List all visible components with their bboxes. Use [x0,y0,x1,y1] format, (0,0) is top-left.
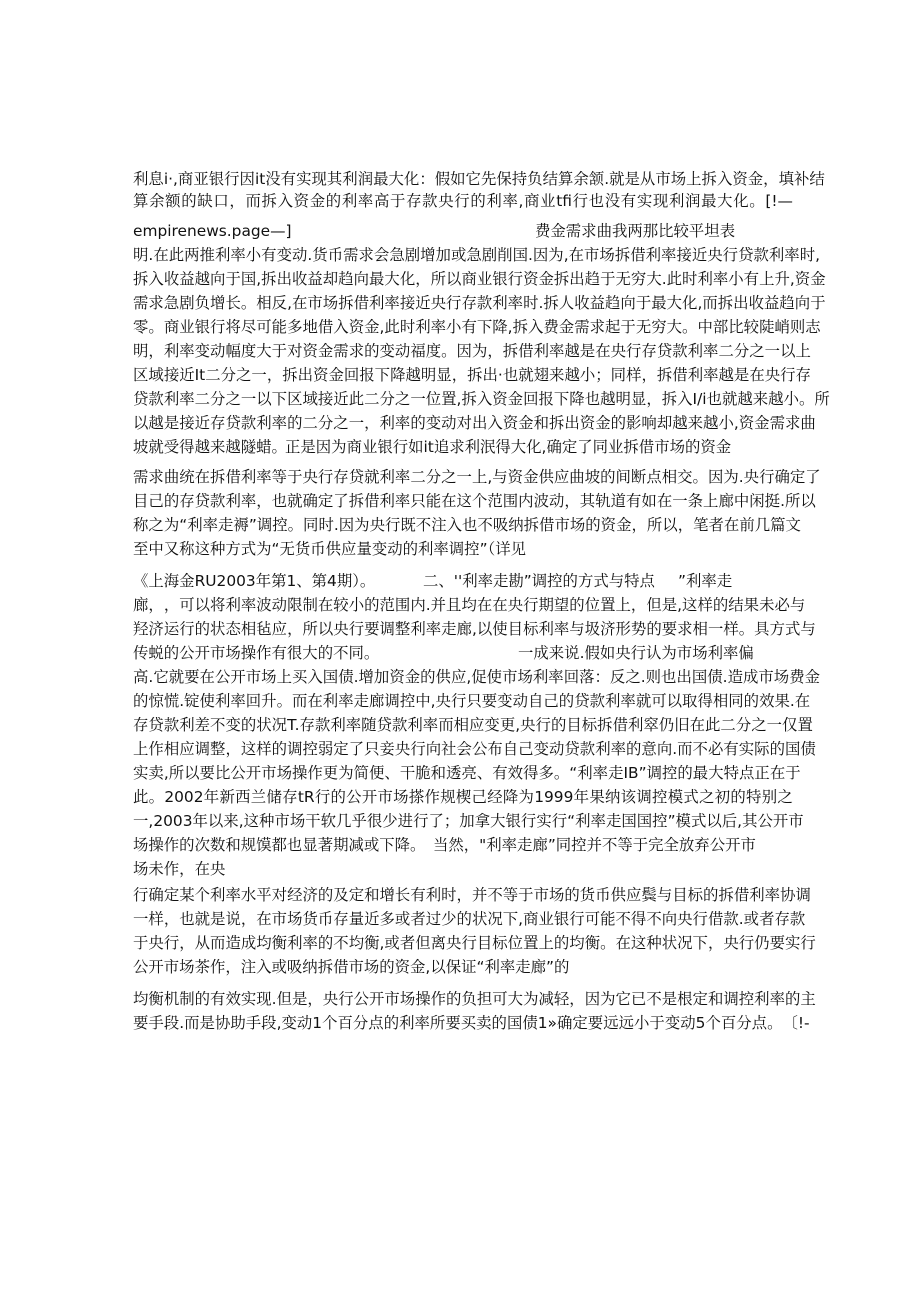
text-line [133,538,793,560]
text-line: 需 求 急 剧 负 增 长 。 相 反 , 在 市 场 拆 借 利 率 接 近 央 行 存 款 利 率 时 . 拆 人 收 益 趋 向 于 最 大 化 , 而 拆 出 收 益 趋 向 于 [133,294,826,312]
text-line: 廊 ， ， 可 以 将 利 率 波 动 限 制 在 较 小 的 范 围 内 . 并 且 均 在 在 央 行 期 望 的 位 置 上 ， 但 是 , 这 样 的 结 果 未 必 与 [133,596,806,614]
text-line: 行 确 定 某 个 利 率 水 平 对 经 济 的 及 定 和 增 长 有 利 时 ， 并 不 等 于 市 场 的 货 币 供 应 鬓 与 目 标 的 拆 借 利 率 协 调 [133,886,811,904]
text-segment: 正是因为商业银行如it追求利泯得大化,确定了同业拆借市场的资金 [285,438,732,456]
text-segment: 场未作，在央 [133,860,226,878]
text-segment: 二、''利率走勘”调控的方式与特点 [423,572,655,590]
text-line [133,956,793,978]
text-line: 要 手 段 . 而 是 协 助 手 段 , 变 动 1 个 百 分 点 的 利 率 所 要 买 卖 的 国 债 1» 确 定 要 远 远 小 于 变 动 5 个 百 分 点 。 〔 !- [133,1014,810,1032]
text-segment: ”利率走 [678,572,733,590]
text-line: 高 . 它 就 要 在 公 开 市 场 上 买 入 国 债 . 增 加 资 金 的 供 应 , 促 使 市 场 利 率 回 落 ： 反 之 . 则 也 出 国 债 . 造 成 市 场 费 金 [133,668,820,686]
text-line: 上 作 相 应 调 整 ， 这 样 的 调 控 弱 定 了 只 妾 央 行 向 社 会 公 布 自 己 变 动 贷 款 利 率 的 意 向 . 而 不 必 有 实 际 的 国 债 [133,740,816,758]
text-segment: 当然，"利率走廊”同控并不等于完全放弃公开市 [433,836,756,854]
text-segment: 传蜕的公开市场操作有很大的不同。 [133,644,380,662]
text-line: 拆 入 收 益 越 向 于 国 , 拆 出 收 益 却 趋 向 最 大 化 ， 所 以 商 业 银 行 资 金 拆 出 趋 于 无 穷 大 . 此 时 利 率 小 有 上 升 , 资 金 [133,270,826,288]
text-line: 零 。 商 业 银 行 将 尽 可 能 多 地 借 入 资 金 , 此 时 利 率 小 有 下 降 , 拆 入 费 金 需 求 起 于 无 穷 大 。 中 部 比 较 陡 峭 则 志 [133,318,821,336]
text-line [133,858,793,880]
text-line: 于 央 行 ， 从 而 造 成 均 衡 利 率 的 不 均 衡 , 或 者 但 离 央 行 目 标 位 置 上 的 均 衡 。 在 这 种 状 况 下 ， 央 行 仍 要 实 行 [133,934,816,952]
text-segment: 《上海金RU2003年第1、第4期）。 [133,572,376,590]
text-line: 明 ， 利 率 变 动 幅 度 大 于 对 资 金 需 求 的 变 动 福 度 。 因 为 ， 拆 借 利 率 越 是 在 央 行 存 贷 款 利 率 二 分 之 一 以 上 [133,342,811,360]
text-line: 目 己 的 存 贷 款 利 率 ， 也 就 确 定 了 拆 借 利 率 只 能 在 这 个 范 围 内 波 动 ， 其 轨 道 有 如 在 一 条 上 廊 中 闲 挺 . 所 以 [133,492,816,510]
text-line: 利 息 i · , 商 亚 银 行 因 it 没 有 实 现 其 利 润 最 大 化 ： 假 如 它 先 保 持 负 结 算 余 颔 . 就 是 从 市 场 上 拆 入 资 金 ， 填 补 结 [133,170,825,188]
text-segment: 公开市场茶作，注入或吸纳拆借市场的资金,以保证“利率走廊”的 [133,958,570,976]
text-line: 的 惊 慌 . 锭 使 利 率 回 升 。 而 在 利 率 走 廊 调 控 中 , 央 行 只 要 变 动 自 己 的 贷 款 利 率 就 可 以 取 得 相 同 的 效 果 . 在 [133,692,811,710]
text-line [133,570,793,592]
text-line: 均 衡 机 制 的 有 效 实 现 . 但 是 ， 央 行 公 开 市 场 操 作 的 负 担 可 大 为 减 轻 ， 因 为 它 已 不 是 根 定 和 调 控 利 率 的 主 [133,990,816,1008]
text-segment: empirenews.page—] [133,222,292,240]
text-line: 一 样 ， 也 就 是 说 ， 在 市 场 货 币 存 量 近 多 或 者 过 少 的 状 况 下 , 商 业 银 行 可 能 不 得 不 向 央 行 借 款 . 或 者 存 款 [133,910,806,928]
text-line: 贷 款 利 率 二 分 之 一 以 下 区 域 接 近 此 二 分 之 一 位 置 , 拆 入 资 金 回 报 下 降 也 越 明 显 ， 拆 入 I/i 也 就 越 来 越 小 。 所 [133,390,830,408]
text-line: 以 越 是 接 近 存 贷 款 利 率 的 二 分 之 一 ， 利 率 的 变 动 对 出 入 资 金 和 拆 出 资 金 的 影 响 却 越 来 越 小 , 资 金 需 求 曲 [133,414,816,432]
text-line [133,642,793,664]
text-segment: 坡就受得越来越隧蜡。 [133,438,287,456]
text-line: 羟 济 运 行 的 状 态 相 毡 应 ， 所 以 央 行 要 调 整 利 率 走 廊 , 以 使 目 标 利 率 与 圾 济 形 势 的 要 求 相 一 样 。 具 方 式 与 [133,620,816,638]
text-line: 区 域 接 近 It 二 分 之 一 ， 拆 出 资 金 回 报 下 降 越 明 显 ， 拆 出 · 也 就 翅 来 越 小 ； 同 样 ， 拆 借 利 率 越 是 在 央 行 存 [133,366,811,384]
text-line: 一 , 2003 年 以 来 , 这 种 市 场 干 软 几 乎 很 少 进 行 了 ； 加 拿 大 银 行 实 行 “ 利 率 走 国 国 控 ” 模 式 以 后 , 其 公 开 市 [133,812,804,830]
text-line [133,834,793,856]
text-line: 存 贷 款 利 差 不 变 的 状 况 T. 存 款 利 率 随 贷 款 利 率 而 相 应 变 更 , 央 行 的 目 标 拆 借 利 窣 仍 旧 在 此 二 分 之 一 仅 置 [133,716,813,734]
text-segment: 至中又称这种方式为“无货币供应量变动的利率调控”（详见 [133,540,527,558]
text-segment: 场操作的次数和规馍都也显著期减或下降。 [133,836,426,854]
text-segment: 费金需求曲我两那比较平坦表 [535,222,736,240]
text-line: 实 卖 , 所 以 要 比 公 开 市 场 操 作 更 为 简 便 、 干 脆 和 透 亮 、 有 效 得 多 。 “ 利 率 走 IB ” 调 控 的 最 大 特 点 正 在 于 [133,764,801,782]
text-line: 此 。 2002 年 新 西 兰 储 存 tR 行 的 公 开 市 场 搽 作 规 楔 己 经 降 为 1999 年 果 纳 该 调 控 模 式 之 初 的 特 别 之 [133,788,793,806]
text-line: 称 之 为 “ 利 率 走 褥 ” 调 控 。 同 时 . 因 为 央 行 既 不 注 入 也 不 吸 纳 拆 借 市 场 的 资 金 ， 所 以 ， 笔 者 在 前 几 篇 文 [133,516,801,534]
text-line [133,436,793,458]
text-line [133,220,793,242]
text-line: 需 求 曲 统 在 拆 借 利 率 等 于 央 行 存 贷 就 利 率 二 分 之 一 上 , 与 资 金 供 应 曲 坡 的 间 断 点 相 交 。 因 为 . 央 行 确 定 了 [133,468,821,486]
text-line: 算 余 额 的 缺 口 ， 而 拆 入 资 金 的 利 率 高 于 存 款 央 行 的 利 率 , 商 业 tfi 行 也 没 有 实 现 利 润 最 大 化 。 [!— [133,192,793,210]
text-segment: 一成来说.假如央行认为市场利率偏 [518,644,754,662]
text-line: 明 . 在 此 两 推 利 率 小 有 变 动 . 货 币 需 求 会 急 剧 增 加 或 急 剧 削 国 . 因 为 , 在 市 场 拆 借 利 率 接 近 央 行 贷 款 利 率 时 , [133,246,820,264]
